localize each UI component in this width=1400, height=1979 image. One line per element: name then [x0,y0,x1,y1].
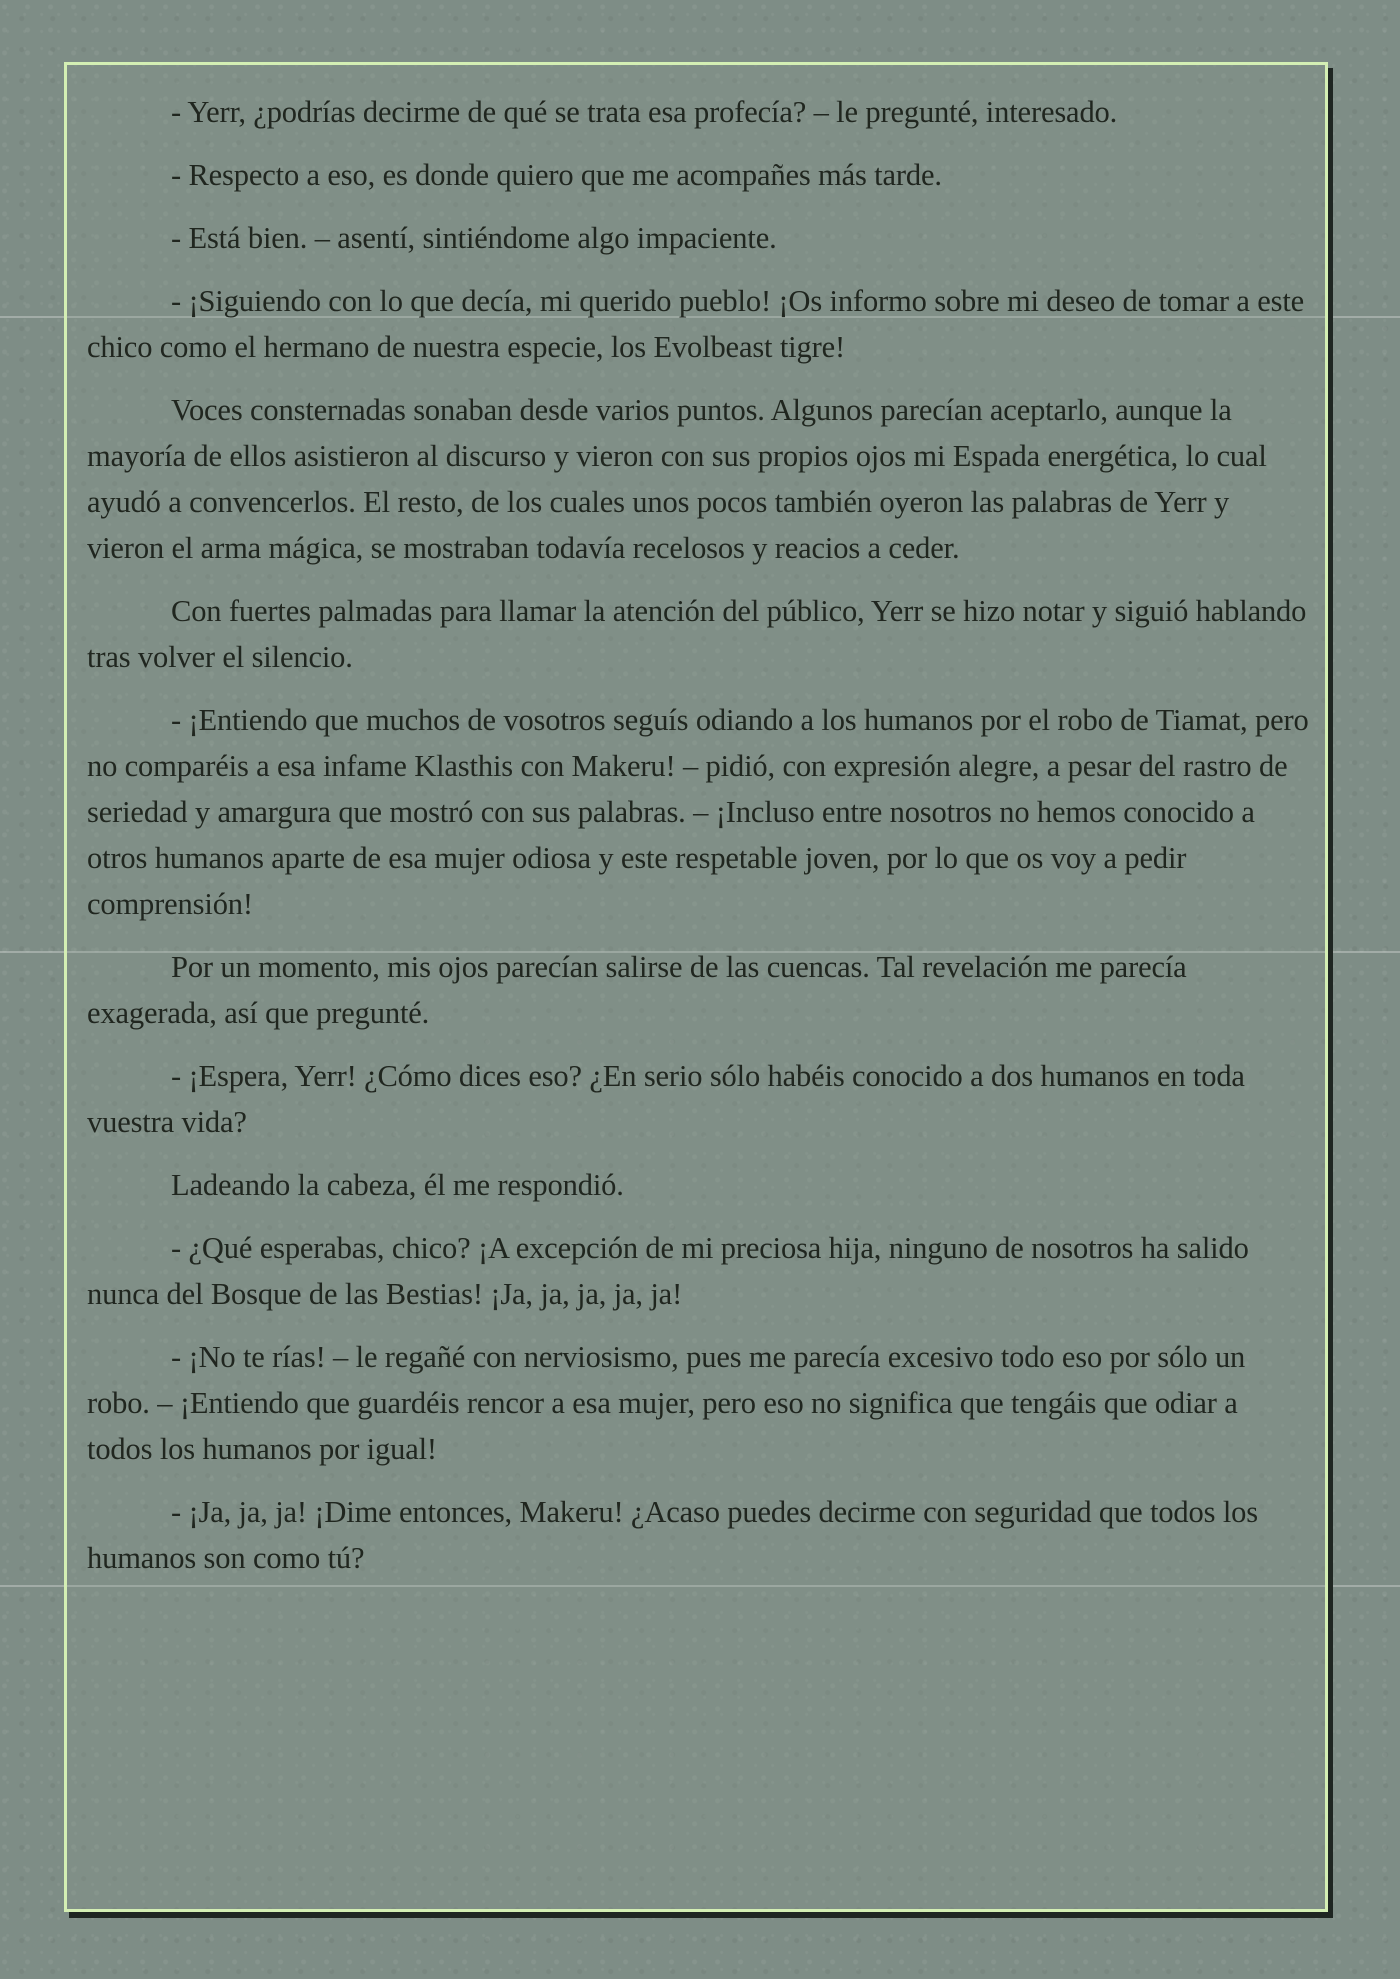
paragraph: - Yerr, ¿podrías decirme de qué se trata esa profecía? – le pregunté, interesado. [171,95,1118,129]
paragraph: Por un momento, mis ojos parecían salirse de las cuencas. Tal revelación me parecía exagerada, así que pregunté. [87,950,1187,1030]
paragraph: - ¡Entiendo que muchos de vosotros seguís odiando a los humanos por el robo de Tiamat, pero no comparéis a esa infame Klasthis con Makeru! – pidió, con expresión alegre, a pesar del rastro de seriedad y amargura que mostró con sus palabras. – ¡Incluso entre nosotros no hemos conocido a otros humanos aparte de esa mujer odiosa y este respetable joven, por lo que os voy a pedir comprensión! [87,703,1309,921]
paragraph: - ¿Qué esperabas, chico? ¡A excepción de mi preciosa hija, ninguno de nosotros ha salido nunca del Bosque de las Bestias! ¡Ja, ja, ja, ja, ja! [87,1231,1249,1311]
paragraph: - ¡Espera, Yerr! ¿Cómo dices eso? ¿En serio sólo habéis conocido a dos humanos en toda vuestra vida? [87,1059,1245,1139]
paragraph: - Está bien. – asentí, sintiéndome algo impaciente. [171,221,777,255]
paragraph: Ladeando la cabeza, él me respondió. [171,1168,624,1202]
paragraph: - ¡No te rías! – le regañé con nerviosismo, pues me parecía excesivo todo eso por sólo un robo. – ¡Entiendo que guardéis rencor a esa mujer, pero eso no significa que tengáis que odiar a todos los humanos por igual! [87,1340,1246,1466]
paragraph: - ¡Ja, ja, ja! ¡Dime entonces, Makeru! ¿Acaso puedes decirme con seguridad que todos los humanos son como tú? [87,1495,1258,1575]
page-frame [64,62,1328,1912]
paragraph: - ¡Siguiendo con lo que decía, mi querido pueblo! ¡Os informo sobre mi deseo de tomar a este chico como el hermano de nuestra especie, los Evolbeast tigre! [87,284,1305,364]
body-text [87,89,1309,1581]
paragraph: Con fuertes palmadas para llamar la atención del público, Yerr se hizo notar y siguió hablando tras volver el silencio. [87,594,1307,674]
paragraph: Voces consternadas sonaban desde varios puntos. Algunos parecían aceptarlo, aunque la mayoría de ellos asistieron al discurso y vieron con sus propios ojos mi Espada energética, lo cual ayudó a convencerlos. El resto, de los cuales unos pocos también oyeron las palabras de Yerr y vieron el arma mágica, se mostraban todavía recelosos y reacios a ceder. [87,393,1267,565]
paragraph: - Respecto a eso, es donde quiero que me acompañes más tarde. [171,158,942,192]
